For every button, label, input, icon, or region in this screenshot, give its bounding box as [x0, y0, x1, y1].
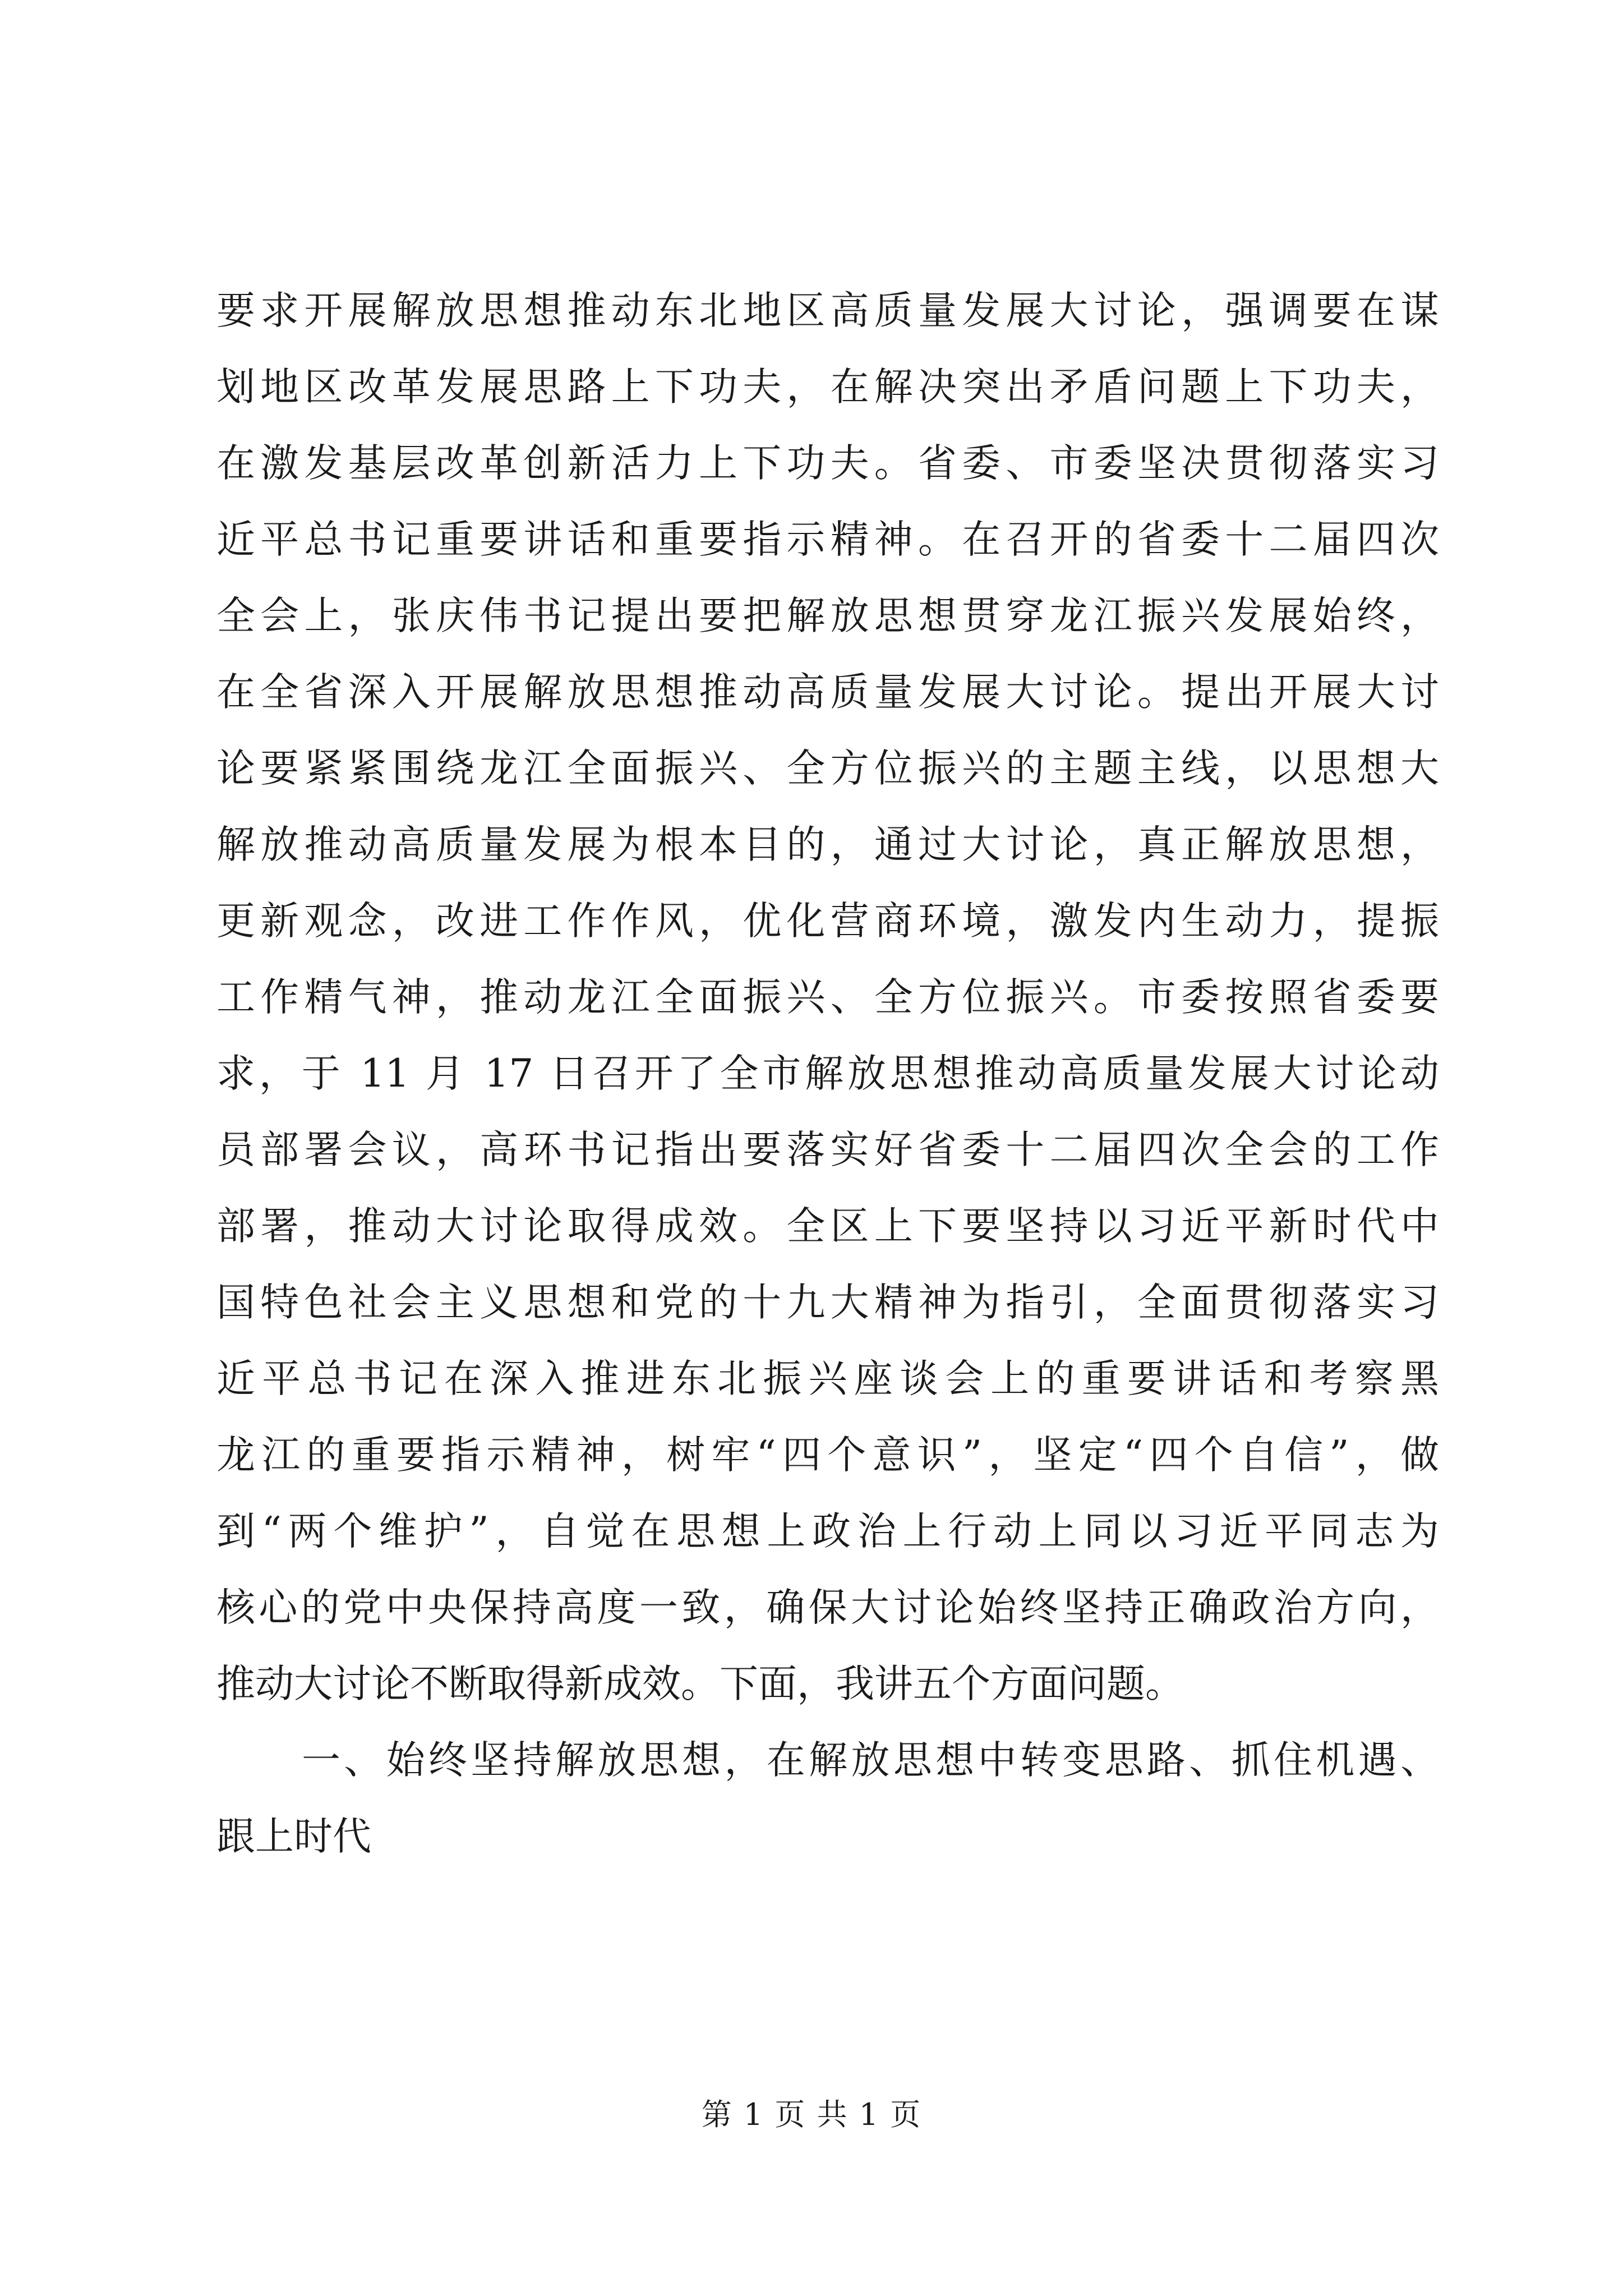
paragraph-line: 推动大讨论不断取得新成效。下面，我讲五个方面问题。	[216, 1662, 1184, 1706]
paragraph-line: 员部署会议，高环书记指出要落实好省委十二届四次全会的工作	[216, 1128, 1439, 1172]
paragraph-line: 国特色社会主义思想和党的十九大精神为指引，全面贯彻落实习	[216, 1280, 1439, 1325]
paragraph-line: 更新观念，改进工作作风，优化营商环境，激发内生动力，提振	[216, 899, 1439, 944]
paragraph-line: 龙江的重要指示精神，树牢“四个意识”，坚定“四个自信”，做	[216, 1433, 1439, 1478]
paragraph-line: 要求开展解放思想推动东北地区高质量发展大讨论，强调要在谋	[216, 288, 1439, 333]
body-text	[216, 273, 1439, 1875]
paragraph-line: 全会上，张庆伟书记提出要把解放思想贯穿龙江振兴发展始终，	[216, 593, 1439, 638]
paragraph-line: 求，于 11 月 17 日召开了全市解放思想推动高质量发展大讨论动	[216, 1051, 1439, 1096]
page-footer: 第 1 页 共 1 页	[701, 2097, 922, 2132]
section-heading-line: 一、始终坚持解放思想，在解放思想中转变思路、抓住机遇、	[302, 1738, 1439, 1783]
paragraph-line: 近平总书记重要讲话和重要指示精神。在召开的省委十二届四次	[216, 517, 1439, 562]
paragraph-line: 划地区改革发展思路上下功夫，在解决突出矛盾问题上下功夫，	[216, 365, 1439, 409]
paragraph-line: 论要紧紧围绕龙江全面振兴、全方位振兴的主题主线，以思想大	[216, 746, 1439, 791]
paragraph-line: 工作精气神，推动龙江全面振兴、全方位振兴。市委按照省委要	[216, 975, 1439, 1020]
paragraph-line: 解放推动高质量发展为根本目的，通过大讨论，真正解放思想，	[216, 822, 1439, 867]
paragraph-line: 部署，推动大讨论取得成效。全区上下要坚持以习近平新时代中	[216, 1204, 1439, 1249]
paragraph-line: 到“两个维护”，自觉在思想上政治上行动上同以习近平同志为	[216, 1509, 1439, 1554]
section-heading-line: 跟上时代	[216, 1814, 371, 1859]
paragraph-line: 在激发基层改革创新活力上下功夫。省委、市委坚决贯彻落实习	[216, 441, 1439, 486]
paragraph-line: 核心的党中央保持高度一致，确保大讨论始终坚持正确政治方向，	[216, 1585, 1439, 1630]
paragraph-line: 在全省深入开展解放思想推动高质量发展大讨论。提出开展大讨	[216, 670, 1439, 715]
paragraph-line: 近平总书记在深入推进东北振兴座谈会上的重要讲话和考察黑	[216, 1356, 1439, 1401]
